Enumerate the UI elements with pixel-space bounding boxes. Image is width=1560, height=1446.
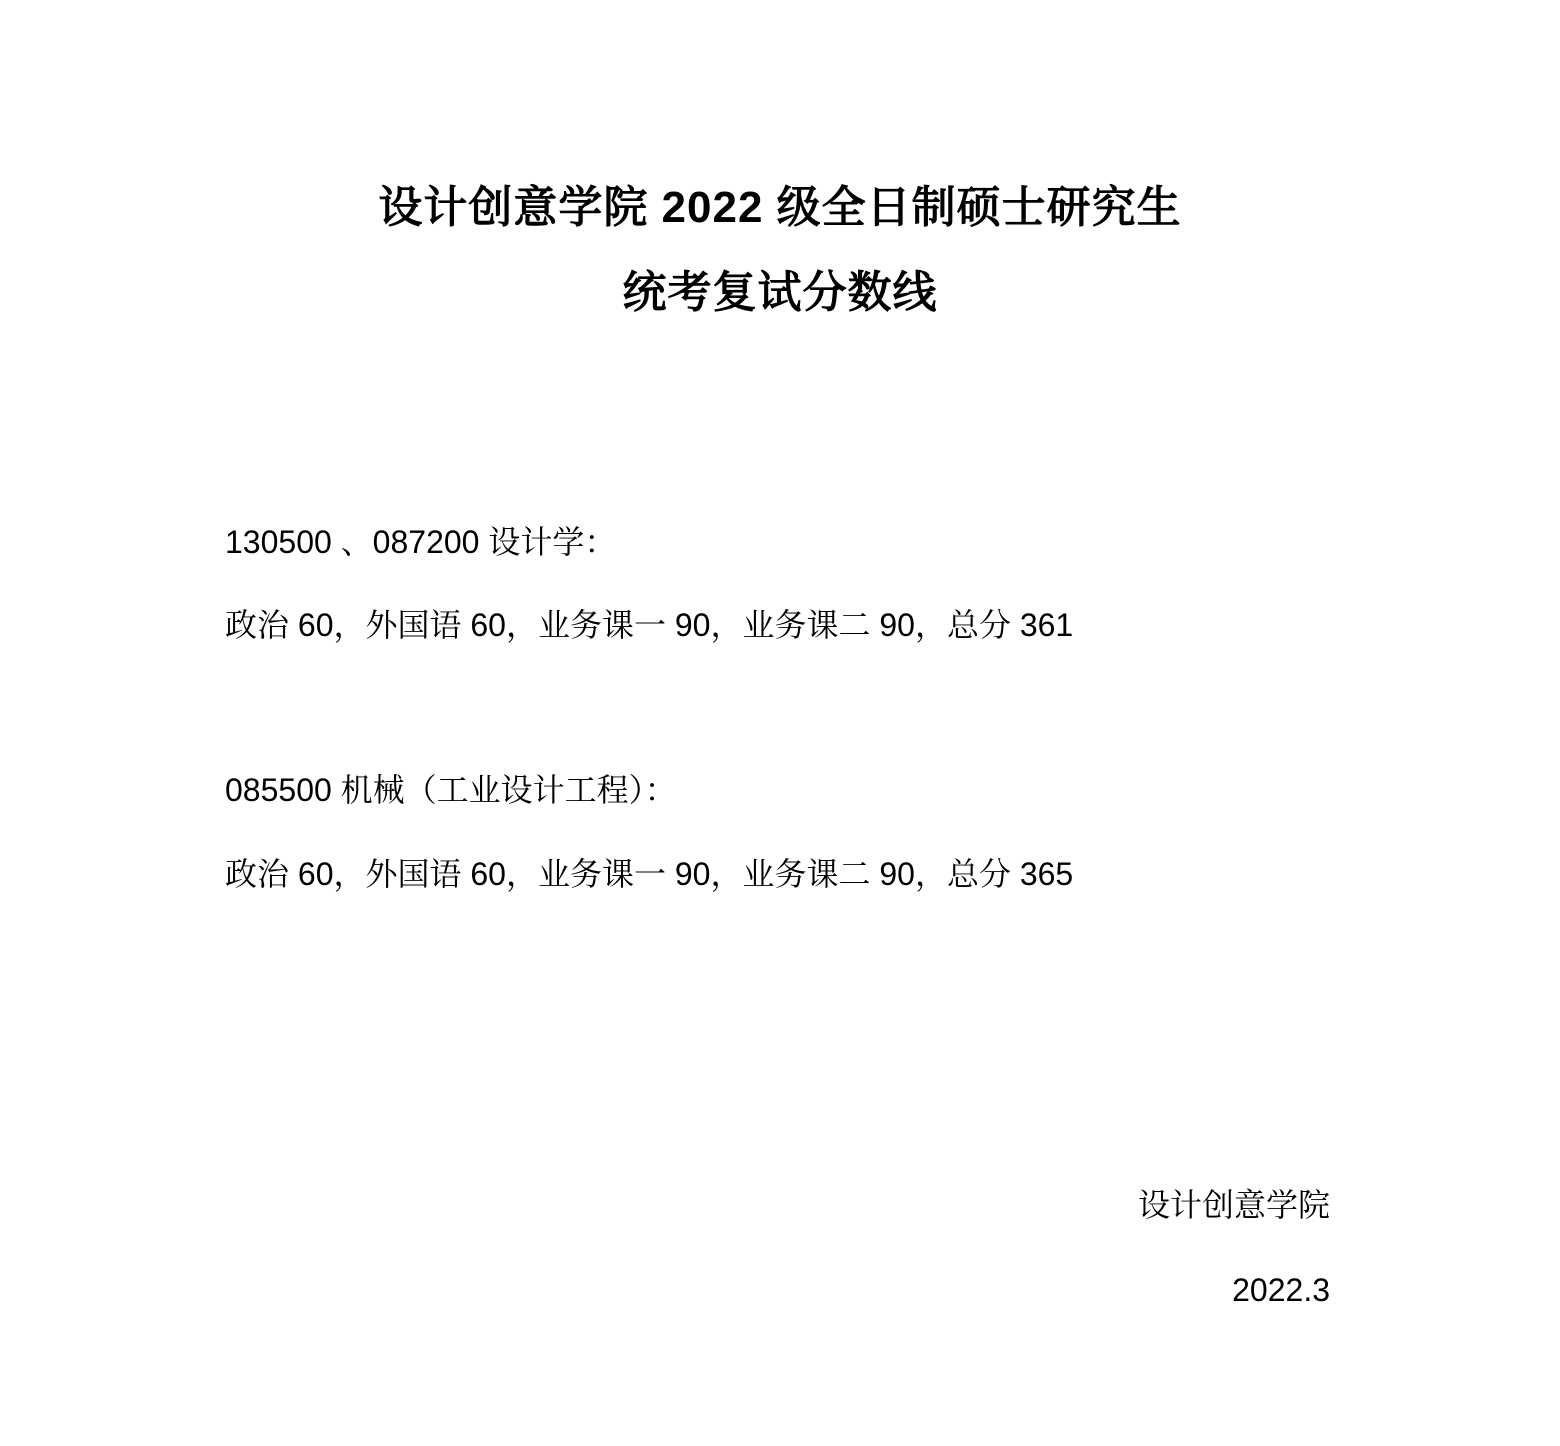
signature-organization: 设计创意学院 <box>1137 1187 1330 1223</box>
document-title-line-1: 设计创意学院 2022 级全日制硕士研究生 <box>378 183 1182 232</box>
section-1-heading: 130500 、087200 设计学： <box>225 524 617 560</box>
document-title-line-2: 统考复试分数线 <box>622 268 938 317</box>
section-1-scores: 政治 60，外国语 60，业务课一 90，业务课二 90，总分 361 <box>225 607 1074 643</box>
section-2-heading: 085500 机械（工业设计工程）： <box>225 772 677 808</box>
section-2-scores: 政治 60，外国语 60，业务课一 90，业务课二 90，总分 365 <box>225 856 1074 892</box>
signature-date: 2022.3 <box>1232 1272 1330 1308</box>
